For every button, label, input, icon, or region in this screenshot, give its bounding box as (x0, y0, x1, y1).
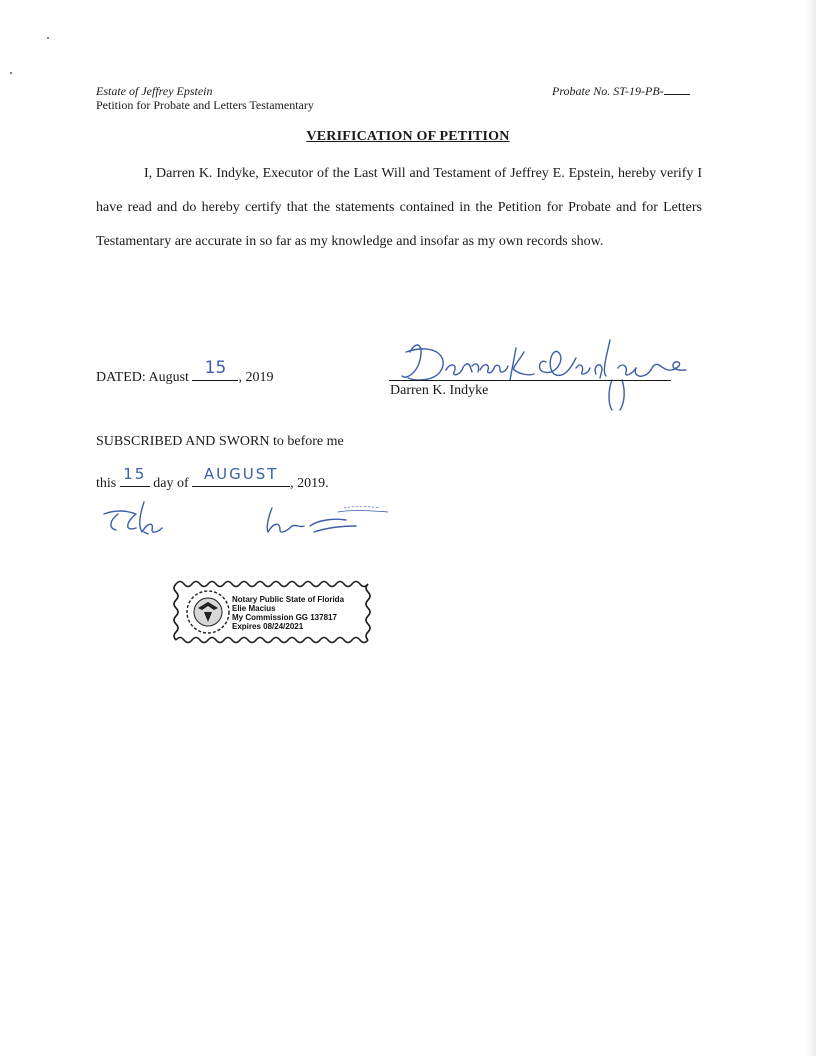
executor-signature (396, 318, 696, 424)
signature-line (389, 380, 671, 381)
jurat-day-of: day of (153, 476, 189, 491)
jurat-line: SUBSCRIBED AND SWORN to before me (96, 434, 344, 449)
probate-number-blank (664, 84, 690, 95)
dated-year: , 2019 (238, 370, 274, 385)
jurat-day-blank (120, 465, 150, 487)
notary-signature (96, 496, 396, 546)
estate-name: Estate of Jeffrey Epstein (96, 84, 213, 98)
signer-name: Darren K. Indyke (390, 383, 489, 398)
page-title: VERIFICATION OF PETITION (306, 129, 510, 144)
probate-number-label: Probate No. ST-19-PB- (552, 84, 664, 98)
document-name: Petition for Probate and Letters Testamentary (96, 98, 314, 112)
dated-day-blank (192, 358, 238, 381)
notary-stamp-text (232, 595, 344, 631)
jurat-month-handwritten: AUGUST (203, 465, 279, 483)
jurat-this: this (96, 476, 117, 491)
notary-stamp-line: Notary Public State of Florida (232, 595, 345, 604)
jurat-month-blank (192, 465, 290, 487)
dated-line (96, 358, 274, 386)
scan-edge-shadow (806, 0, 816, 1056)
jurat-date-line (96, 465, 329, 492)
verification-text: I, Darren K. Indyke, Executor of the Last Will and Testament of Jeffrey E. Epstein, hereby verify I have read and do hereby certify that the statements contained in the Petition for Probate and for Letters Testamentary are accurate in so far as my knowledge and insofar as my own records show. (96, 166, 702, 249)
dated-day-handwritten: 15 (204, 358, 227, 378)
jurat-year: , 2019. (290, 476, 329, 491)
case-caption (96, 84, 314, 112)
notary-stamp-line: Expires 08/24/2021 (232, 622, 304, 631)
probate-number (552, 84, 690, 99)
dated-label: DATED: August (96, 370, 189, 385)
jurat-day-handwritten: 15 (123, 465, 147, 483)
scan-speck (10, 72, 12, 74)
scan-speck (47, 37, 49, 39)
notary-stamp-line: My Commission GG 137817 (232, 613, 337, 622)
notary-stamp-line: Elie Macius (232, 604, 276, 613)
